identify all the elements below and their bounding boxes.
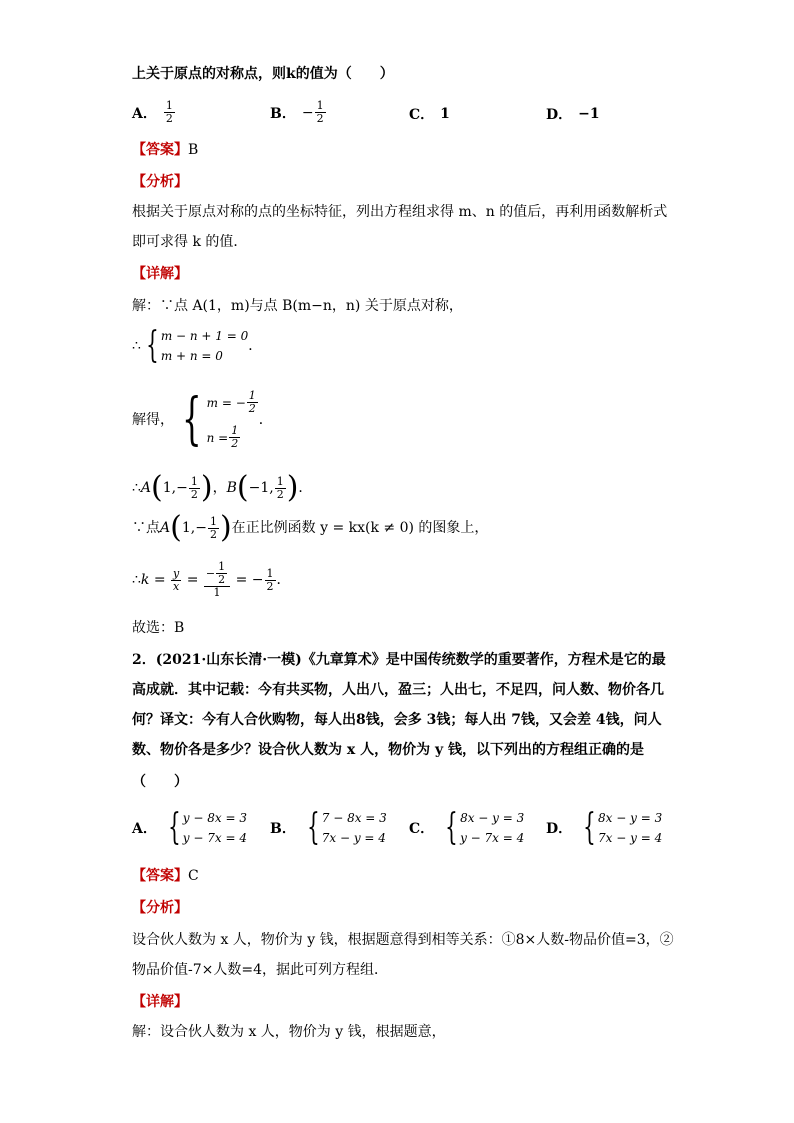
q2-option-b-label: B． [270, 821, 296, 837]
q1-solution-line1: 解：∵点 A(1，m)与点 B(m−n，n) 关于原点对称， [132, 298, 463, 314]
q1-option-b-value: $\frac{1}{2}$ [316, 99, 324, 125]
q2-option-d-label: D． [546, 821, 573, 837]
q1-option-a-label: A． [132, 105, 157, 122]
q1-analysis-line1: 根据关于原点对称的点的坐标特征，列出方程组求得 m、n 的值后，再利用函数解析式 [132, 204, 668, 220]
q2-option-b: B． { 7 − 8x = 3 7x − y = 4 [270, 807, 387, 848]
q1-stem-tail: 上关于原点的对称点，则k的值为（ ） [132, 66, 394, 82]
q1-choose: 故选：B [132, 620, 185, 636]
q2-option-c-label: C． [409, 821, 435, 837]
q1-system2: 解得， { m = − $\frac{1}{2}$ n = $\frac{1}{2}$ ． [132, 387, 273, 452]
q2-option-c-eq2: y − 7x = 4 [460, 831, 525, 845]
q2-option-d-eq1: 8x − y = 3 [598, 811, 663, 825]
q1-analysis-tag: 【分析】 [132, 174, 188, 190]
q2-option-a-eq1: y − 8x = 3 [182, 811, 247, 825]
q1-option-b-label: B． [270, 105, 296, 122]
q1-points-line: ∴ A ( 1,− $\frac{1}{2}$ ) ， B ( −1, $\frac{1}{2}$ ) ． [132, 470, 313, 505]
q1-option-c-label: C． [409, 107, 435, 123]
q1-system2-eq2: n = $\frac{1}{2}$ [206, 424, 239, 450]
q1-option-d: D． −1 [546, 106, 600, 123]
q2-line2: 高成就．其中记载：今有共买物，人出八，盈三；人出七，不足四，问人数、物价各几 [132, 682, 664, 698]
q1-option-a [132, 100, 176, 125]
q2-option-d-eq2: 7x − y = 4 [598, 831, 663, 845]
q2-option-a: A． { y − 8x = 3 y − 7x = 4 [132, 807, 247, 848]
q1-answer [132, 140, 198, 160]
answer-tag: 【答案】 [132, 868, 188, 884]
q2-option-d: D． { 8x − y = 3 7x − y = 4 [546, 807, 663, 848]
q2-line3: 何？译文：今有人合伙购物，每人出8钱，会多 3钱；每人出 7钱，又会差 4钱，问人 [132, 712, 662, 728]
q2-option-a-eq2: y − 7x = 4 [182, 831, 247, 845]
q2-option-c: C． { 8x − y = 3 y − 7x = 4 [409, 807, 525, 848]
q1-k-line: ∴ k = $\frac{y}{x}$ = − $\frac{1}{2}$ 1 = − $\frac{1}{2}$ ． [132, 560, 291, 599]
q2-option-b-eq1: 7 − 8x = 3 [321, 811, 387, 825]
q1-option-c: C． 1 [409, 106, 450, 123]
q1-solve-prefix: 解得， [132, 412, 174, 428]
q2-option-c-eq1: 8x − y = 3 [460, 811, 525, 825]
q2-line4: 数、物价各是多少？设合伙人数为 x 人，物价为 y 钱，以下列出的方程组正确的是 [132, 742, 644, 758]
answer-value: B [188, 142, 199, 158]
q1-option-b: B． − $\frac{1}{2}$ [270, 99, 324, 125]
q2-analysis-tag: 【分析】 [132, 900, 188, 916]
q1-system2-eq1: m = − $\frac{1}{2}$ [206, 389, 256, 415]
q1-analysis-line2: 即可求得 k 的值． [132, 234, 248, 250]
q1-system1-eq1: m − n + 1 = 0 [160, 329, 249, 343]
q2-answer [132, 866, 199, 886]
q2-option-a-label: A． [132, 821, 157, 837]
q2-line1: 2．(2021·山东长清·一模)《九章算术》是中国传统数学的重要著作，方程术是它的最 [132, 652, 666, 668]
q1-option-d-label: D． [546, 107, 573, 123]
q2-line5: （ ） [132, 774, 188, 790]
q2-analysis-line2: 物品价值-7×人数=4，据此可列方程组． [132, 962, 389, 978]
q2-detail-tag: 【详解】 [132, 994, 188, 1010]
q1-on-graph-text: 在正比例函数 y = kx(k ≠ 0) 的图象上， [231, 520, 489, 536]
answer-tag: 【答案】 [132, 142, 188, 158]
answer-value: C [188, 868, 199, 884]
q2-analysis-line1: 设合伙人数为 x 人，物价为 y 钱，根据题意得到相等关系：①8×人数-物品价值=3，② [132, 932, 674, 948]
q2-solution-line1: 解：设合伙人数为 x 人，物价为 y 钱，根据题意， [132, 1024, 446, 1040]
q2-option-b-eq2: 7x − y = 4 [321, 831, 386, 845]
q1-system1-eq2: m + n = 0 [160, 349, 223, 363]
q1-detail-tag: 【详解】 [132, 266, 188, 282]
q1-option-a-value: $\frac{1}{2}$ [165, 99, 173, 125]
q1-on-graph-line: ∵点 A ( 1,− $\frac{1}{2}$ ) 在正比例函数 y = kx(k ≠ 0) 的图象上， [132, 510, 489, 545]
q1-system1: ∴ { m − n + 1 = 0 m + n = 0 ． [132, 325, 263, 366]
